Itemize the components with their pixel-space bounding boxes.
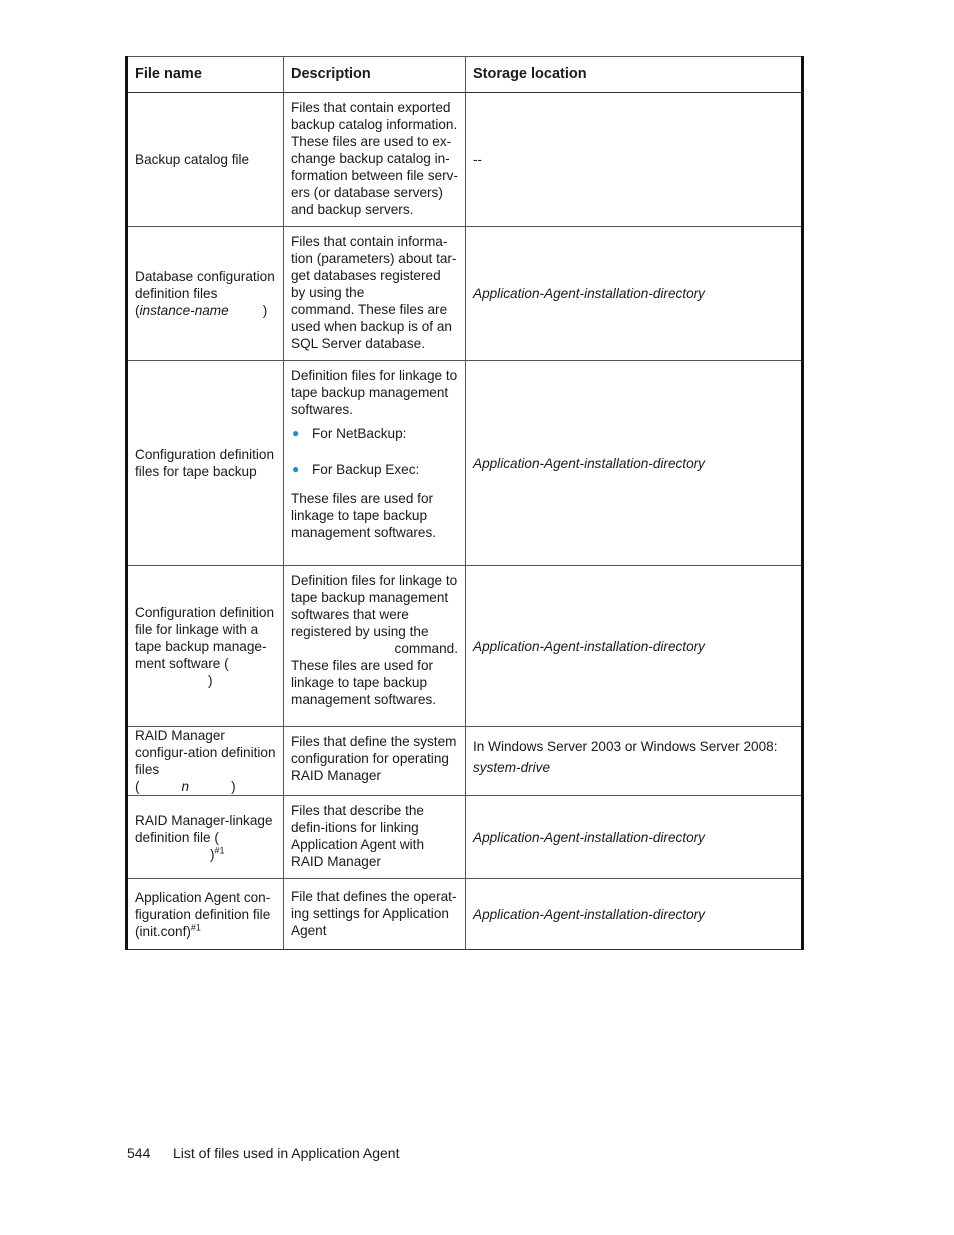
file-name-text: Application Agent con-figuration definition file (init.conf) — [135, 889, 271, 939]
table-header-row — [127, 57, 803, 93]
storage-location-cell — [466, 879, 803, 950]
description-cell — [284, 879, 466, 950]
page-footer — [127, 1145, 399, 1161]
storage-location-text: Application-Agent-installation-directory — [473, 638, 705, 654]
file-name-text: Configuration definition file for linkage with a tape backup manage-ment software ( — [135, 604, 275, 671]
file-name-text: RAID Manager-linkage definition file ( — [135, 812, 273, 845]
file-name-text-end: ) — [262, 303, 268, 318]
storage-location-cell — [466, 93, 803, 227]
table-row — [127, 361, 803, 566]
description-cell — [284, 93, 466, 227]
paren-close: ) — [231, 779, 236, 794]
bullet-icon: ● — [292, 426, 300, 440]
files-table — [125, 56, 804, 950]
storage-location-cell — [466, 796, 803, 879]
file-name-line — [135, 846, 276, 863]
file-name-cell — [127, 796, 284, 879]
storage-location-text: Application-Agent-installation-directory — [473, 829, 705, 845]
file-name-variable: instance-name — [139, 303, 229, 318]
description-text: Files that define the system configuration for operating RAID Manager — [291, 734, 457, 783]
column-header-storage-location: Storage location — [466, 57, 803, 93]
description-cell — [284, 727, 466, 796]
file-name-text: Database configuration definition files ( — [135, 269, 275, 318]
description-text: Files that contain exported backup catalog information. These files are used to ex-change backup catalog in-formation between file serv-ers (or database servers) and backup servers. — [291, 100, 458, 217]
file-name-cell — [127, 361, 284, 566]
list-item — [291, 461, 458, 478]
description-text-cont: command. These files are used when backup is of an SQL Server database. — [291, 302, 452, 351]
table-row — [127, 566, 803, 727]
table-row — [127, 796, 803, 879]
column-header-file-name: File name — [127, 57, 284, 93]
description-text: File that defines the operat-ing settings for Application Agent — [291, 888, 457, 938]
storage-location-text: Application-Agent-installation-directory — [473, 286, 705, 301]
description-text: Definition files for linkage to tape backup management softwares that were registered by using the — [291, 573, 458, 639]
storage-location-cell — [466, 566, 803, 727]
storage-location-text: Application-Agent-installation-directory — [473, 906, 705, 922]
description-text: Files that contain informa-tion (parameters) about tar-get databases registered by using the — [291, 234, 457, 300]
file-name-line — [135, 778, 276, 795]
table-row — [127, 93, 803, 227]
table-row — [127, 727, 803, 796]
file-name-cell — [127, 566, 284, 727]
storage-location-cell — [466, 227, 803, 361]
bullet-icon: ● — [292, 462, 300, 476]
footer-title: List of files used in Application Agent — [173, 1145, 400, 1161]
file-name-cell — [127, 879, 284, 950]
column-header-description: Description — [284, 57, 466, 93]
storage-location-text: Application-Agent-installation-directory — [473, 455, 705, 471]
footnote-marker: #1 — [190, 921, 201, 932]
description-cell — [284, 566, 466, 727]
description-intro: Definition files for linkage to tape backup management softwares. — [291, 368, 458, 417]
description-text: Files that describe the defin-itions for linking Application Agent with RAID Manager — [291, 803, 425, 869]
page-number: 544 — [127, 1145, 151, 1161]
description-text-cont: command. — [394, 641, 458, 656]
paren-open: ( — [135, 779, 140, 794]
list-item — [291, 425, 458, 442]
file-name-cell — [127, 93, 284, 227]
footnote-marker: #1 — [214, 844, 225, 855]
file-name-text: RAID Manager configur-ation definition files — [135, 728, 276, 777]
file-name-cell — [127, 227, 284, 361]
storage-location-drive: system-drive — [473, 760, 551, 775]
file-name-text: Configuration definition files for tape backup — [135, 447, 275, 479]
description-cell — [284, 227, 466, 361]
list-item-text: For Backup Exec: — [312, 462, 420, 477]
list-item-text: For NetBackup: — [312, 426, 407, 441]
description-outro: These files are used for linkage to tape backup management softwares. — [291, 658, 437, 707]
table-row — [127, 879, 803, 950]
table-row — [127, 227, 803, 361]
paren-close: ) — [210, 846, 215, 862]
description-outro: These files are used for linkage to tape backup management softwares. — [291, 491, 437, 540]
storage-location-cell — [466, 727, 803, 796]
storage-location-text: -- — [473, 152, 483, 167]
file-name-cell — [127, 727, 284, 796]
file-name-text-end: ) — [208, 672, 213, 688]
description-cell — [284, 796, 466, 879]
storage-location-text: In Windows Server 2003 or Windows Server 2008: — [473, 739, 778, 754]
description-cell — [284, 361, 466, 566]
file-name-variable: n — [181, 779, 190, 794]
file-name-text: Backup catalog file — [135, 152, 250, 167]
storage-location-cell — [466, 361, 803, 566]
